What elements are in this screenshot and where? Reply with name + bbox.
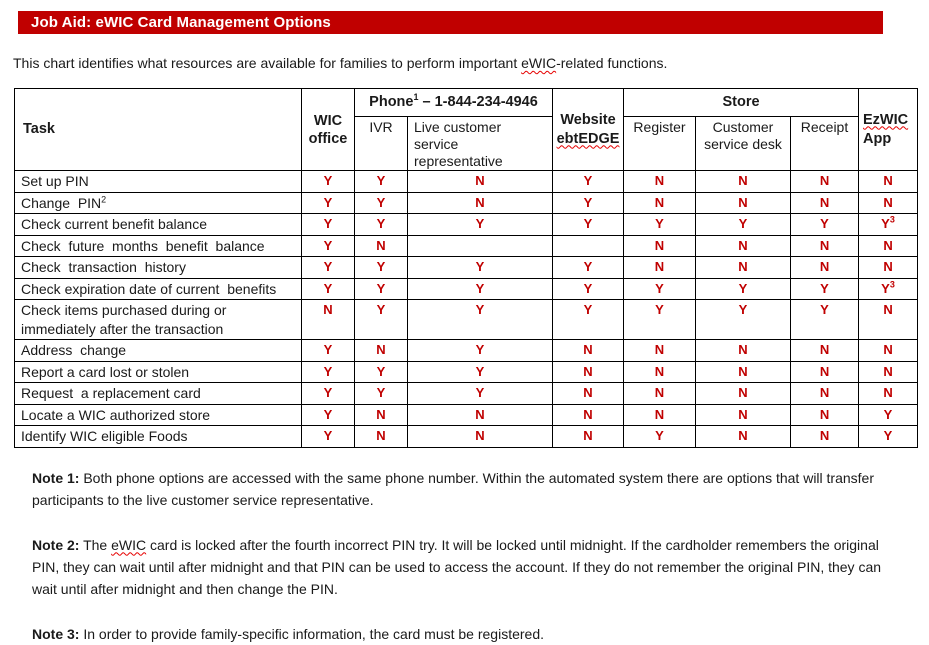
table-row xyxy=(15,235,918,257)
value-cell: Y xyxy=(302,340,355,362)
value-cell: Y xyxy=(553,171,624,193)
value-cell: N xyxy=(859,340,918,362)
value-cell: Y xyxy=(302,192,355,214)
value-cell: N xyxy=(408,171,553,193)
note-1-label: Note 1: xyxy=(32,469,80,486)
note-1-text: Both phone options are accessed with the same phone number. Within the automated system there are options that will transfer participants to the live customer service representative. xyxy=(32,469,875,508)
value-cell: Y xyxy=(696,300,791,340)
value-cell: N xyxy=(859,192,918,214)
value-cell: Y xyxy=(553,300,624,340)
value-cell: Y xyxy=(355,171,408,193)
col-header-ivr: IVR xyxy=(355,117,408,171)
value-cell: N xyxy=(696,192,791,214)
value-cell: N xyxy=(859,383,918,405)
footnote-ref-3: 3 xyxy=(889,279,895,290)
value-cell: Y xyxy=(302,257,355,279)
value-cell xyxy=(553,235,624,257)
value-cell: N xyxy=(355,340,408,362)
value-cell: N xyxy=(791,192,859,214)
value-cell: Y xyxy=(302,361,355,383)
spellcheck-underline: eWIC xyxy=(521,55,557,71)
value-cell: $Y^3$ xyxy=(859,278,918,300)
value-cell: Y xyxy=(355,383,408,405)
value-cell: Y xyxy=(302,171,355,193)
value-cell: N xyxy=(355,235,408,257)
value-cell: Y xyxy=(624,426,696,448)
value-cell: N xyxy=(302,300,355,340)
value-cell: Y xyxy=(302,383,355,405)
value-cell: N xyxy=(696,257,791,279)
col-header-wic-office: WIC office xyxy=(302,89,355,171)
value-cell: N xyxy=(355,404,408,426)
table-body xyxy=(15,171,918,448)
value-cell: N xyxy=(624,404,696,426)
value-cell: N xyxy=(859,235,918,257)
value-cell: N xyxy=(791,383,859,405)
value-cell: N xyxy=(408,426,553,448)
value-cell: N xyxy=(696,171,791,193)
value-cell: Y xyxy=(302,426,355,448)
intro-text: This chart identifies what resources are available for families to perform important eWIC-related functions. xyxy=(13,55,668,71)
value-cell: N xyxy=(696,340,791,362)
col-header-task: Task xyxy=(15,89,302,171)
table-row xyxy=(15,300,918,340)
value-cell: N xyxy=(791,404,859,426)
table-row xyxy=(15,361,918,383)
value-cell: N xyxy=(624,257,696,279)
value-cell: N xyxy=(791,361,859,383)
value-cell: $Y^3$ xyxy=(859,214,918,236)
value-cell: N xyxy=(553,340,624,362)
value-cell: Y xyxy=(859,426,918,448)
value-cell: N xyxy=(408,192,553,214)
value-cell: N xyxy=(791,340,859,362)
value-cell: Y xyxy=(302,278,355,300)
value-cell: Y xyxy=(696,278,791,300)
value-cell: N xyxy=(791,171,859,193)
table-row xyxy=(15,192,918,214)
spellcheck-underline: eWIC xyxy=(111,536,147,553)
value-cell: N xyxy=(624,192,696,214)
col-header-store-group: Store xyxy=(624,89,859,117)
value-cell: N xyxy=(696,426,791,448)
notes-section xyxy=(32,467,899,645)
table-row xyxy=(15,340,918,362)
note-3-text: In order to provide family-specific information, the card must be registered. xyxy=(83,625,544,642)
task-cell: Check expiration date of current benefits xyxy=(15,278,302,300)
footnote-ref-3: 3 xyxy=(889,214,895,225)
task-cell: Report a card lost or stolen xyxy=(15,361,302,383)
value-cell: Y xyxy=(408,383,553,405)
task-cell: Check transaction history xyxy=(15,257,302,279)
note-2-text: The eWIC card is locked after the fourth incorrect PIN try. It will be locked until midnight. If the cardholder remembers the original PIN, they can wait until after midnight and that PIN can be used to access the account. If they do not remember the original PIN, they can wait until after midnight and then change the PIN. xyxy=(32,536,882,597)
value-cell: Y xyxy=(408,361,553,383)
table-row xyxy=(15,171,918,193)
value-cell: Y xyxy=(355,278,408,300)
task-cell: Check current benefit balance xyxy=(15,214,302,236)
value-cell: N xyxy=(791,235,859,257)
value-cell: N xyxy=(355,426,408,448)
footnote-ref-2: 2 xyxy=(101,193,107,204)
col-header-phone-group: Phone$^1$ – 1-844-234-4946 xyxy=(355,89,553,117)
value-cell: Y xyxy=(355,361,408,383)
table-row xyxy=(15,278,918,300)
value-cell: Y xyxy=(553,257,624,279)
value-cell: Y xyxy=(624,300,696,340)
value-cell: Y xyxy=(791,300,859,340)
task-cell: Change PIN$^2$ xyxy=(15,192,302,214)
col-header-customer-service-desk: Customer service desk xyxy=(696,117,791,171)
col-header-receipt: Receipt xyxy=(791,117,859,171)
value-cell: Y xyxy=(355,300,408,340)
value-cell: Y xyxy=(791,278,859,300)
value-cell: N xyxy=(696,404,791,426)
note-1 xyxy=(32,467,899,511)
value-cell: Y xyxy=(408,214,553,236)
value-cell: Y xyxy=(553,214,624,236)
value-cell: N xyxy=(624,383,696,405)
col-header-live-rep: Live customer service representative xyxy=(408,117,553,171)
value-cell: N xyxy=(791,426,859,448)
value-cell: Y xyxy=(355,192,408,214)
value-cell: N xyxy=(408,404,553,426)
value-cell: Y xyxy=(624,214,696,236)
value-cell: Y xyxy=(408,340,553,362)
value-cell: N xyxy=(696,235,791,257)
table-row xyxy=(15,383,918,405)
value-cell: Y xyxy=(408,278,553,300)
value-cell: Y xyxy=(696,214,791,236)
value-cell: N xyxy=(553,404,624,426)
value-cell xyxy=(408,235,553,257)
note-2 xyxy=(32,534,899,600)
value-cell: Y xyxy=(408,257,553,279)
table-row xyxy=(15,404,918,426)
footnote-ref-1: 1 xyxy=(413,92,419,103)
table-row xyxy=(15,426,918,448)
value-cell: N xyxy=(624,340,696,362)
task-cell: Set up PIN xyxy=(15,171,302,193)
value-cell: N xyxy=(859,171,918,193)
table-row xyxy=(15,214,918,236)
spellcheck-underline: ebtEDGE xyxy=(556,130,620,147)
value-cell: N xyxy=(859,257,918,279)
col-header-register: Register xyxy=(624,117,696,171)
page-title: Job Aid: eWIC Card Management Options xyxy=(18,11,883,34)
spellcheck-underline: EzWIC xyxy=(863,111,909,128)
value-cell: Y xyxy=(408,300,553,340)
note-3 xyxy=(32,623,899,645)
value-cell: Y xyxy=(355,214,408,236)
value-cell: Y xyxy=(859,404,918,426)
table-row xyxy=(15,257,918,279)
value-cell: N xyxy=(624,235,696,257)
note-2-label: Note 2: xyxy=(32,536,80,553)
ewic-options-table xyxy=(14,88,918,448)
value-cell: N xyxy=(624,171,696,193)
value-cell: N xyxy=(624,361,696,383)
value-cell: Y xyxy=(624,278,696,300)
col-header-website-ebtedge: Website ebtEDGE xyxy=(553,89,624,171)
col-header-ezwic-app: EzWIC App xyxy=(859,89,918,171)
value-cell: N xyxy=(791,257,859,279)
value-cell: N xyxy=(696,383,791,405)
value-cell: Y xyxy=(791,214,859,236)
value-cell: N xyxy=(859,300,918,340)
value-cell: N xyxy=(553,383,624,405)
value-cell: N xyxy=(553,426,624,448)
value-cell: Y xyxy=(355,257,408,279)
value-cell: Y xyxy=(302,214,355,236)
value-cell: Y xyxy=(302,404,355,426)
value-cell: N xyxy=(553,361,624,383)
header-row-groups xyxy=(15,89,918,117)
value-cell: Y xyxy=(553,278,624,300)
value-cell: N xyxy=(696,361,791,383)
value-cell: Y xyxy=(553,192,624,214)
value-cell: Y xyxy=(302,235,355,257)
task-cell: Request a replacement card xyxy=(15,383,302,405)
note-3-label: Note 3: xyxy=(32,625,80,642)
value-cell: N xyxy=(859,361,918,383)
task-cell: Identify WIC eligible Foods xyxy=(15,426,302,448)
task-cell: Check items purchased during or immediately after the transaction xyxy=(15,300,302,340)
task-cell: Address change xyxy=(15,340,302,362)
task-cell: Check future months benefit balance xyxy=(15,235,302,257)
task-cell: Locate a WIC authorized store xyxy=(15,404,302,426)
